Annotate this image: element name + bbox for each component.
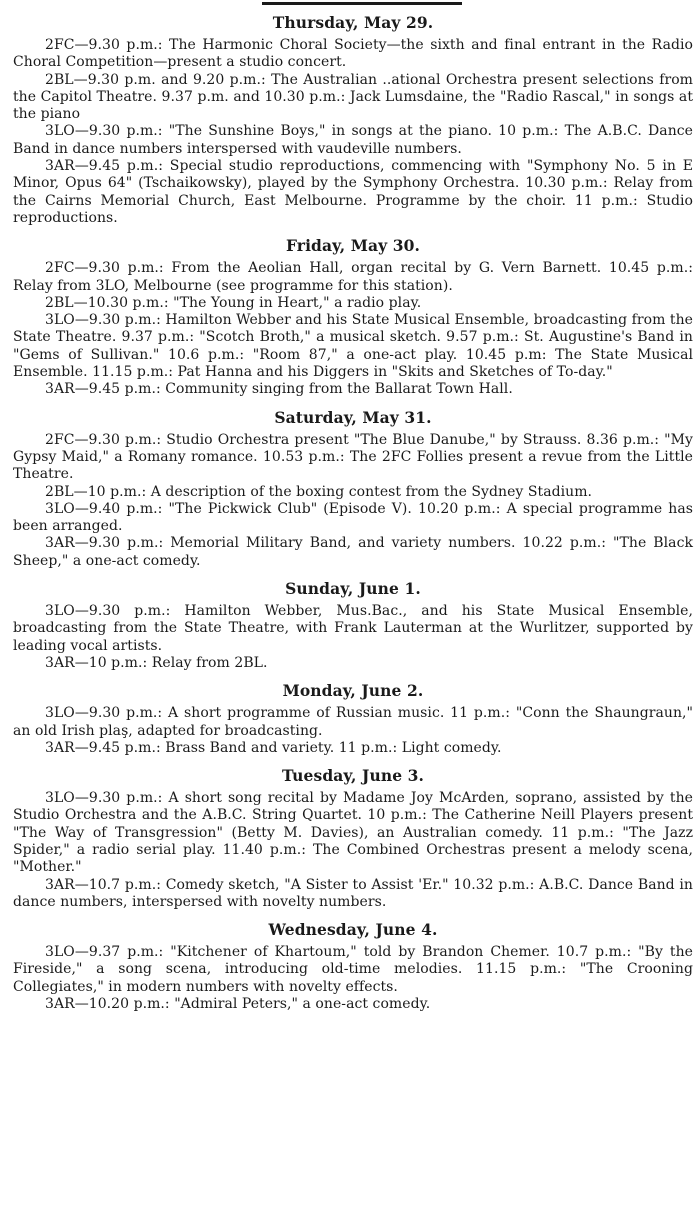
radio-programme-page (13, 14, 693, 1023)
programme-entry-3lo: 3LO—9.30 p.m.: A short song recital by Madame Joy McArden, soprano, assisted by the Studio Orchestra and the A.B.C. String Quartet. 10 p.m.: The Catherine Neill Players present "The Way of Transgression" (Betty M. Davies), an Australian comedy. 11 p.m.: "The Jazz Spider," a radio serial play. 11.40 p.m.: The Combined Orchestras present a melody scena, "Mother." (13, 790, 693, 876)
day-heading: Sunday, June 1. (285, 579, 421, 599)
programme-entry-3ar: 3AR—9.45 p.m.: Brass Band and variety. 11 p.m.: Light comedy. (45, 739, 502, 756)
programme-entry-2bl: 2BL—9.30 p.m. and 9.20 p.m.: The Australian ..ational Orchestra present selections from the Capitol Theatre. 9.37 p.m. and 10.30 p.m.: Jack Lumsdaine, the "Radio Rascal," in songs at the piano (13, 71, 693, 123)
day-heading: Tuesday, June 3. (281, 766, 425, 786)
programme-entry-2bl: 2BL—10.30 p.m.: "The Young in Heart," a radio play. (45, 294, 422, 311)
programme-entry-3ar: 3AR—10 p.m.: Relay from 2BL. (45, 654, 268, 671)
programme-entry-3lo: 3LO—9.30 p.m.: "The Sunshine Boys," in songs at the piano. 10 p.m.: The A.B.C. Dance Band in dance numbers interspersed with vaudeville numbers. (13, 123, 693, 157)
section-monday-june-2 (13, 682, 693, 757)
day-heading: Monday, June 2. (282, 681, 424, 701)
programme-entry-2fc: 2FC—9.30 p.m.: From the Aeolian Hall, organ recital by G. Vern Barnett. 10.45 p.m.: Relay from 3LO, Melbourne (see programme for this station). (13, 260, 693, 294)
top-rule (262, 2, 462, 5)
programme-entry-3lo: 3LO—9.30 p.m.: A short programme of Russian music. 11 p.m.: "Conn the Shaungraun," an old Irish plaş, adapted for broadcasting. (13, 705, 693, 739)
section-sunday-june-1 (13, 580, 693, 672)
programme-entry-3lo: 3LO—9.40 p.m.: "The Pickwick Club" (Episode V). 10.20 p.m.: A special programme has been arranged. (13, 500, 693, 535)
section-wednesday-june-4 (13, 921, 693, 1013)
programme-entry-3lo: 3LO—9.30 p.m.: Hamilton Webber and his State Musical Ensemble, broadcasting from the State Theatre. 9.37 p.m.: "Scotch Broth," a musical sketch. 9.57 p.m.: St. Augustine's Band in "Gems of Sullivan." 10.6 p.m.: "Room 87," a one-act play. 10.45 p.m: The State Musical Ensemble. 11.15 p.m.: Pat Hanna and his Diggers in "Skits and Sketches of To-day." (13, 312, 693, 381)
programme-entry-3ar: 3AR—9.45 p.m.: Special studio reproductions, commencing with "Symphony No. 5 in E Minor, Opus 64" (Tschaikowsky), played by the Symphony Orchestra. 10.30 p.m.: Relay from the Cairns Memorial Church, East Melbourne. Programme by the choir. 11 p.m.: Studio reproductions. (13, 158, 693, 226)
programme-entry-2fc: 2FC—9.30 p.m.: Studio Orchestra present "The Blue Danube," by Strauss. 8.36 p.m.: "My Gypsy Maid," a Romany romance. 10.53 p.m.: The 2FC Follies present a revue from the Little Theatre. (13, 431, 693, 483)
section-saturday-may-31 (13, 409, 693, 570)
day-heading: Saturday, May 31. (274, 407, 432, 427)
programme-entry-2fc: 2FC—9.30 p.m.: The Harmonic Choral Society—the sixth and final entrant in the Radio Choral Competition—present a studio concert. (13, 37, 693, 71)
programme-entry-3lo: 3LO—9.30 p.m.: Hamilton Webber, Mus.Bac., and his State Musical Ensemble, broadcasting from the State Theatre, with Frank Lauterman at the Wurlitzer, supported by leading vocal artists. (13, 603, 693, 654)
section-friday-may-30 (13, 237, 693, 398)
programme-entry-3ar: 3AR—9.30 p.m.: Memorial Military Band, and variety numbers. 10.22 p.m.: "The Black Sheep," a one-act comedy. (13, 535, 693, 569)
programme-entry-3ar: 3AR—10.20 p.m.: "Admiral Peters," a one-act comedy. (45, 996, 431, 1013)
section-tuesday-june-3 (13, 767, 693, 911)
programme-entry-3lo: 3LO—9.37 p.m.: "Kitchener of Khartoum," told by Brandon Chemer. 10.7 p.m.: "By the Fireside," a song scena, introducing old-time melodies. 11.15 p.m.: "The Crooning Collegiates," in modern numbers with novelty effects. (13, 944, 693, 995)
programme-entry-3ar: 3AR—10.7 p.m.: Comedy sketch, "A Sister to Assist 'Er." 10.32 p.m.: A.B.C. Dance Band in dance numbers, interspersed with novelty numbers. (13, 876, 693, 910)
day-heading: Thursday, May 29. (272, 13, 434, 32)
day-heading: Wednesday, June 4. (268, 920, 438, 940)
programme-entry-2bl: 2BL—10 p.m.: A description of the boxing contest from the Sydney Stadium. (45, 483, 593, 500)
section-thursday-may-29 (13, 14, 693, 227)
day-heading: Friday, May 30. (285, 236, 421, 256)
programme-entry-3ar: 3AR—9.45 p.m.: Community singing from the Ballarat Town Hall. (45, 381, 513, 398)
